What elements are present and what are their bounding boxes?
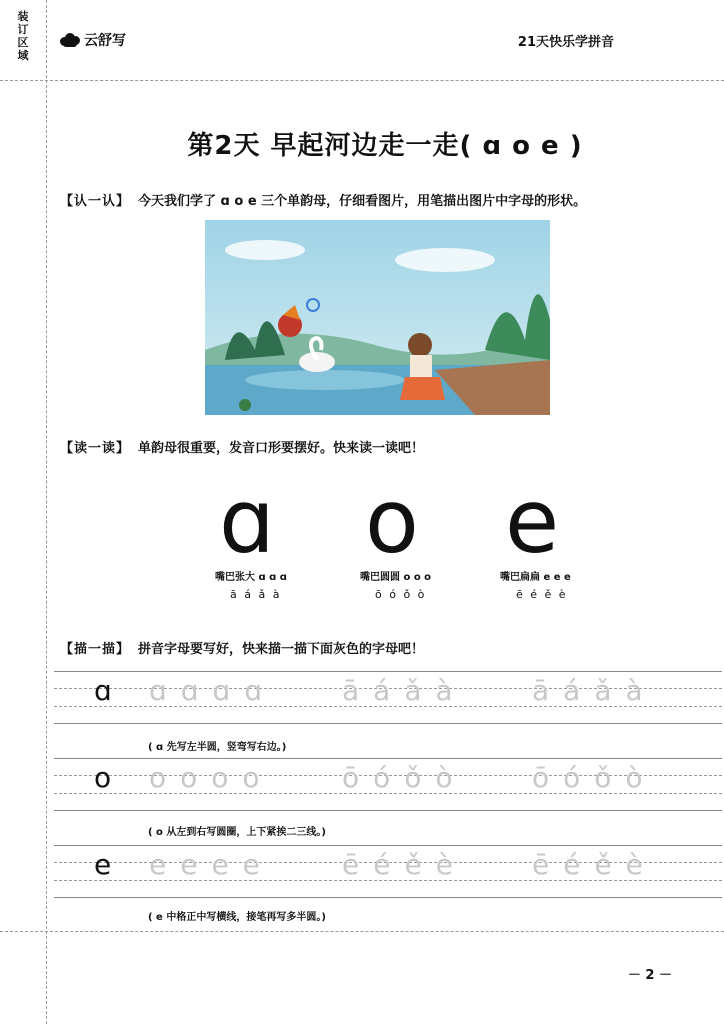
binding-label: 装订区域	[17, 10, 29, 62]
tones-o: ō ó ǒ ò	[375, 588, 427, 601]
trace-letters[interactable]: ōóǒò	[342, 761, 467, 794]
cloud-icon	[60, 32, 80, 48]
logo-text: 云舒写	[84, 33, 126, 49]
writing-tip: ( e 中格正中写横线，接笔再写多半圆。)	[148, 912, 326, 923]
section-instruction: 单韵母很重要，发音口形要摆好。快来读一读吧！	[138, 441, 425, 456]
trace-letters[interactable]: ɑɑɑɑ	[149, 674, 277, 707]
tones-a: ā á ǎ à	[230, 588, 282, 601]
section-trace	[60, 638, 424, 657]
trace-letters[interactable]: oooo	[149, 761, 274, 794]
mouth-caption-o: 嘴巴圆圆 o o o	[360, 572, 432, 583]
brand-logo	[60, 30, 126, 50]
trace-letters[interactable]: āáǎà	[342, 674, 467, 707]
writing-row-o	[54, 758, 722, 810]
big-letter-o: o	[365, 470, 419, 573]
section-instruction: 拼音字母要写好，快来描一描下面灰色的字母吧！	[138, 642, 425, 657]
trace-letters[interactable]: ēéěè	[532, 848, 657, 881]
trace-letters[interactable]: āáǎà	[532, 674, 657, 707]
trace-letters[interactable]: eeee	[149, 848, 274, 881]
writing-row-e	[54, 845, 722, 897]
section-tag: 【读一读】	[60, 441, 131, 456]
header-divider	[0, 80, 724, 81]
section-tag: 【描一描】	[60, 642, 131, 657]
model-letter: e	[94, 848, 112, 881]
section-instruction: 今天我们学了 ɑ o e 三个单韵母，仔细看图片，用笔描出图片中字母的形状。	[138, 194, 587, 209]
mouth-caption-e: 嘴巴扁扁 e e e	[500, 572, 571, 583]
mouth-caption-a: 嘴巴张大 ɑ ɑ ɑ	[215, 572, 287, 583]
big-letter-e: e	[505, 470, 560, 573]
footer-divider	[0, 931, 724, 932]
big-letter-a: ɑ	[219, 470, 275, 573]
page-number: － 2 －	[627, 968, 672, 983]
trace-letters[interactable]: ōóǒò	[532, 761, 657, 794]
tones-e: ē é ě è	[516, 588, 568, 601]
writing-row-a	[54, 671, 722, 723]
model-letter: o	[94, 761, 112, 794]
page-title: 第2天 早起河边走一走( ɑ o e )	[187, 131, 583, 161]
trace-letters[interactable]: ēéěè	[342, 848, 467, 881]
writing-tip: ( ɑ 先写左半圆，竖弯写右边。)	[148, 742, 287, 753]
section-recognize	[60, 190, 586, 209]
book-title: 21天快乐学拼音	[517, 35, 614, 50]
section-tag: 【认一认】	[60, 194, 131, 209]
writing-tip: ( o 从左到右写圆圈，上下紧挨二三线。)	[148, 827, 326, 838]
section-read	[60, 437, 424, 456]
scene-illustration	[205, 220, 550, 415]
model-letter: ɑ	[94, 674, 112, 707]
